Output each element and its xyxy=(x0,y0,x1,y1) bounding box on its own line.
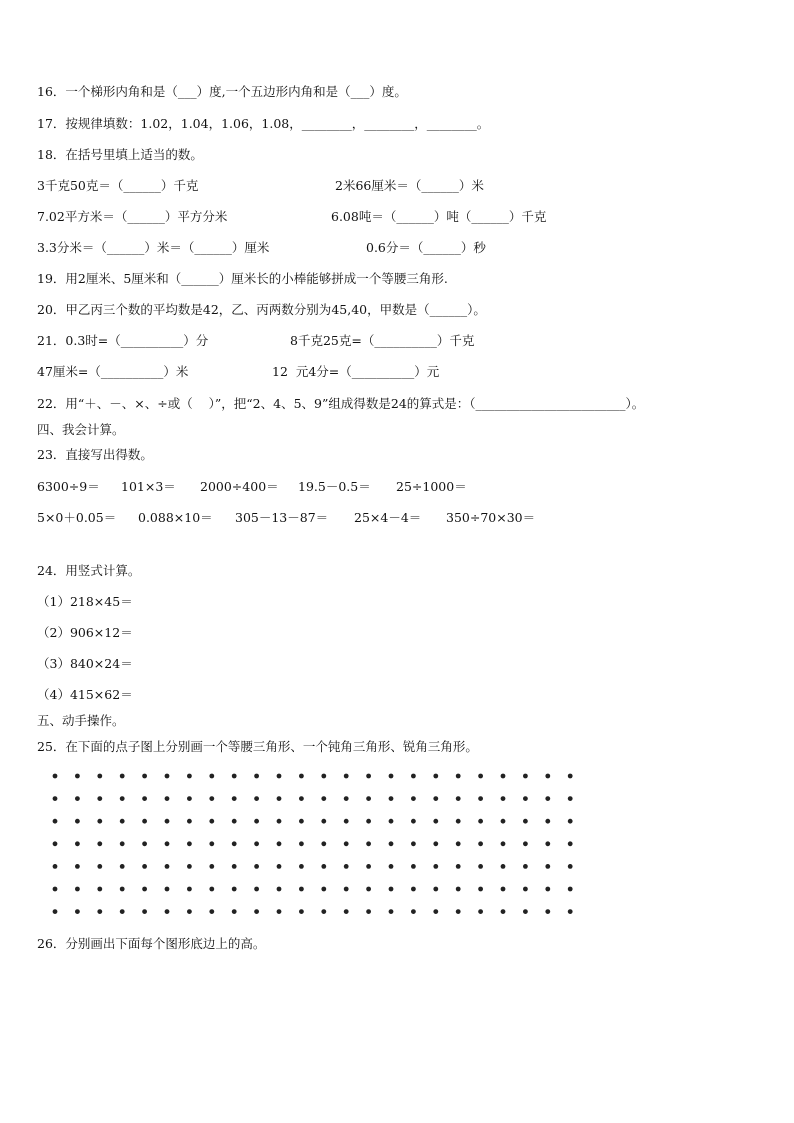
grid-dot xyxy=(568,909,573,914)
grid-dot xyxy=(344,909,349,914)
grid-dot xyxy=(299,841,304,846)
grid-dot xyxy=(411,774,416,779)
q23-row2-item: 305－13－87＝ xyxy=(235,510,329,525)
grid-dot xyxy=(568,796,573,801)
q23-row1-item: 25÷1000＝ xyxy=(396,479,467,494)
grid-dot xyxy=(299,819,304,824)
grid-dot xyxy=(366,841,371,846)
grid-dot xyxy=(165,819,170,824)
grid-dot xyxy=(232,774,237,779)
grid-dot xyxy=(366,887,371,892)
grid-dot xyxy=(209,841,214,846)
grid-dot xyxy=(389,841,394,846)
grid-dot xyxy=(53,887,58,892)
grid-dot xyxy=(366,774,371,779)
grid-dot xyxy=(411,841,416,846)
grid-dot xyxy=(389,864,394,869)
grid-dot xyxy=(478,887,483,892)
grid-dot xyxy=(53,774,58,779)
grid-dot xyxy=(344,887,349,892)
section-4-heading: 四、我会计算。 xyxy=(37,422,125,437)
grid-dot xyxy=(254,887,259,892)
grid-dot xyxy=(366,796,371,801)
grid-dot xyxy=(209,819,214,824)
grid-dot xyxy=(120,887,125,892)
grid-dot xyxy=(75,819,80,824)
grid-dot xyxy=(366,909,371,914)
grid-dot xyxy=(545,887,550,892)
grid-dot xyxy=(523,841,528,846)
grid-dot xyxy=(209,909,214,914)
grid-dot xyxy=(411,909,416,914)
q24-item: （2）906×12＝ xyxy=(37,625,133,640)
grid-dot xyxy=(299,887,304,892)
question-25: 25．在下面的点子图上分别画一个等腰三角形、一个钝角三角形、锐角三角形。 xyxy=(37,739,478,754)
q23-row2-item: 350÷70×30＝ xyxy=(446,510,536,525)
grid-dot xyxy=(97,909,102,914)
grid-dot xyxy=(478,909,483,914)
grid-dot xyxy=(568,864,573,869)
grid-dot xyxy=(321,796,326,801)
grid-dot xyxy=(501,774,506,779)
grid-dot xyxy=(53,909,58,914)
grid-dot xyxy=(344,819,349,824)
grid-dot xyxy=(232,841,237,846)
q21-row2-left: 47厘米=（__________）米 xyxy=(37,364,189,379)
question-24-title: 24．用竖式计算。 xyxy=(37,563,141,578)
grid-dot xyxy=(478,819,483,824)
grid-dot xyxy=(97,796,102,801)
grid-dot xyxy=(299,796,304,801)
grid-dot xyxy=(209,796,214,801)
grid-dot xyxy=(142,887,147,892)
grid-dot xyxy=(321,819,326,824)
grid-dot xyxy=(501,796,506,801)
grid-dot xyxy=(389,796,394,801)
grid-dot xyxy=(411,864,416,869)
grid-dot xyxy=(456,887,461,892)
grid-dot xyxy=(75,774,80,779)
question-18-title: 18．在括号里填上适当的数。 xyxy=(37,147,203,162)
grid-dot xyxy=(568,887,573,892)
q23-row1-item: 6300÷9＝ xyxy=(37,479,100,494)
grid-dot xyxy=(232,887,237,892)
grid-dot xyxy=(501,909,506,914)
grid-dot xyxy=(209,887,214,892)
grid-dot xyxy=(389,774,394,779)
grid-dot xyxy=(456,909,461,914)
q18-row2-right: 6.08吨＝（______）吨（______）千克 xyxy=(331,209,547,224)
grid-dot xyxy=(433,887,438,892)
grid-dot xyxy=(277,841,282,846)
grid-dot xyxy=(254,841,259,846)
grid-dot xyxy=(97,887,102,892)
grid-dot xyxy=(299,909,304,914)
grid-dot xyxy=(321,887,326,892)
grid-dot xyxy=(120,864,125,869)
grid-dot xyxy=(97,774,102,779)
q24-item: （4）415×62＝ xyxy=(37,687,133,702)
grid-dot xyxy=(165,841,170,846)
grid-dot xyxy=(97,819,102,824)
q23-row2-item: 0.088×10＝ xyxy=(138,510,213,525)
grid-dot xyxy=(321,864,326,869)
grid-dot xyxy=(366,864,371,869)
q24-item: （3）840×24＝ xyxy=(37,656,133,671)
grid-dot xyxy=(232,909,237,914)
grid-dot xyxy=(165,796,170,801)
grid-dot xyxy=(120,796,125,801)
grid-dot xyxy=(344,864,349,869)
grid-dot xyxy=(344,796,349,801)
grid-dot xyxy=(165,909,170,914)
grid-dot xyxy=(120,841,125,846)
grid-dot xyxy=(187,796,192,801)
grid-dot xyxy=(75,887,80,892)
grid-dot xyxy=(142,841,147,846)
question-20: 20．甲乙丙三个数的平均数是42，乙、丙两数分别为45,40，甲数是（______）。 xyxy=(37,302,486,317)
grid-dot xyxy=(478,864,483,869)
grid-dot xyxy=(187,909,192,914)
grid-dot xyxy=(75,796,80,801)
grid-dot xyxy=(501,887,506,892)
grid-dot xyxy=(389,909,394,914)
question-19: 19．用2厘米、5厘米和（______）厘米长的小棒能够拼成一个等腰三角形. xyxy=(37,271,448,286)
grid-dot xyxy=(456,841,461,846)
grid-dot xyxy=(75,909,80,914)
grid-dot xyxy=(254,796,259,801)
grid-dot xyxy=(321,841,326,846)
grid-dot xyxy=(568,841,573,846)
grid-dot xyxy=(187,841,192,846)
grid-dot xyxy=(277,819,282,824)
grid-dot xyxy=(523,909,528,914)
q21-row2-right: 12 元4分=（__________）元 xyxy=(272,364,440,379)
grid-dot xyxy=(433,841,438,846)
grid-dot xyxy=(456,819,461,824)
grid-dot xyxy=(545,864,550,869)
q18-row3-right: 0.6分＝（______）秒 xyxy=(366,240,486,255)
q23-row1-item: 2000÷400＝ xyxy=(200,479,279,494)
grid-dot xyxy=(254,819,259,824)
question-16: 16．一个梯形内角和是（___）度,一个五边形内角和是（___）度。 xyxy=(37,84,407,99)
grid-dot xyxy=(120,819,125,824)
grid-dot xyxy=(501,864,506,869)
grid-dot xyxy=(142,796,147,801)
grid-dot xyxy=(187,864,192,869)
grid-dot xyxy=(209,864,214,869)
grid-dot xyxy=(165,864,170,869)
grid-dot xyxy=(187,819,192,824)
q18-row1-left: 3千克50克＝（______）千克 xyxy=(37,178,199,193)
grid-dot xyxy=(299,864,304,869)
grid-dot xyxy=(187,774,192,779)
grid-dot xyxy=(523,887,528,892)
grid-dot xyxy=(389,819,394,824)
grid-dot xyxy=(411,819,416,824)
grid-dot xyxy=(389,887,394,892)
grid-dot xyxy=(75,841,80,846)
grid-dot xyxy=(478,796,483,801)
grid-dot xyxy=(501,841,506,846)
grid-dot xyxy=(209,774,214,779)
grid-dot xyxy=(545,909,550,914)
grid-dot xyxy=(232,796,237,801)
grid-dot xyxy=(299,774,304,779)
grid-dot xyxy=(120,909,125,914)
q23-row2-item: 5×0＋0.05＝ xyxy=(37,510,117,525)
grid-dot xyxy=(523,774,528,779)
grid-dot xyxy=(165,774,170,779)
question-26: 26．分别画出下面每个图形底边上的高。 xyxy=(37,936,266,951)
grid-dot xyxy=(501,819,506,824)
grid-dot xyxy=(142,909,147,914)
grid-dot xyxy=(411,887,416,892)
grid-dot xyxy=(433,796,438,801)
grid-dot xyxy=(232,864,237,869)
grid-dot xyxy=(456,864,461,869)
grid-dot xyxy=(53,841,58,846)
grid-dot xyxy=(277,796,282,801)
q24-item: （1）218×45＝ xyxy=(37,594,133,609)
grid-dot xyxy=(433,909,438,914)
q18-row1-right: 2米66厘米＝（______）米 xyxy=(335,178,484,193)
grid-dot xyxy=(165,887,170,892)
grid-dot xyxy=(344,774,349,779)
grid-dot xyxy=(75,864,80,869)
grid-dot xyxy=(456,796,461,801)
q18-row2-left: 7.02平方米＝（______）平方分米 xyxy=(37,209,228,224)
q23-row1-item: 101×3＝ xyxy=(121,479,176,494)
grid-dot xyxy=(523,819,528,824)
grid-dot xyxy=(478,774,483,779)
q21-row1-right: 8千克25克=（__________）千克 xyxy=(290,333,475,348)
grid-dot xyxy=(254,774,259,779)
dot-grid[interactable] xyxy=(46,768,576,920)
grid-dot xyxy=(254,909,259,914)
q18-row3-left: 3.3分米＝（______）米＝（______）厘米 xyxy=(37,240,270,255)
grid-dot xyxy=(142,774,147,779)
grid-dot xyxy=(433,774,438,779)
grid-dot xyxy=(232,819,237,824)
grid-dot xyxy=(568,774,573,779)
grid-dot xyxy=(97,864,102,869)
grid-dot xyxy=(53,864,58,869)
grid-dot xyxy=(523,796,528,801)
grid-dot xyxy=(277,887,282,892)
grid-dot xyxy=(478,841,483,846)
question-17: 17．按规律填数：1.02，1.04，1.06，1.08，________，________，________。 xyxy=(37,116,490,131)
grid-dot xyxy=(411,796,416,801)
grid-dot xyxy=(545,796,550,801)
grid-dot xyxy=(277,864,282,869)
grid-dot xyxy=(523,864,528,869)
grid-dot xyxy=(142,864,147,869)
grid-dot xyxy=(545,841,550,846)
grid-dot xyxy=(545,774,550,779)
grid-dot xyxy=(277,909,282,914)
grid-dot xyxy=(321,774,326,779)
grid-dot xyxy=(97,841,102,846)
grid-dot xyxy=(321,909,326,914)
grid-dot xyxy=(433,819,438,824)
grid-dot xyxy=(53,796,58,801)
section-5-heading: 五、动手操作。 xyxy=(37,713,125,728)
question-22: 22．用“＋、－、×、÷或（ ）”，把“2、4、5、9”组成得数是24的算式是：（________________________）。 xyxy=(37,396,645,411)
grid-dot xyxy=(277,774,282,779)
grid-dot xyxy=(254,864,259,869)
grid-dot xyxy=(568,819,573,824)
grid-dot xyxy=(120,774,125,779)
grid-dot xyxy=(433,864,438,869)
q23-row1-item: 19.5－0.5＝ xyxy=(298,479,371,494)
grid-dot xyxy=(53,819,58,824)
grid-dot xyxy=(187,887,192,892)
q23-row2-item: 25×4－4＝ xyxy=(354,510,422,525)
grid-dot xyxy=(545,819,550,824)
grid-dot xyxy=(366,819,371,824)
q21-row1-left: 21．0.3时=（__________）分 xyxy=(37,333,209,348)
question-23-title: 23．直接写出得数。 xyxy=(37,447,153,462)
grid-dot xyxy=(142,819,147,824)
grid-dot xyxy=(344,841,349,846)
grid-dot xyxy=(456,774,461,779)
